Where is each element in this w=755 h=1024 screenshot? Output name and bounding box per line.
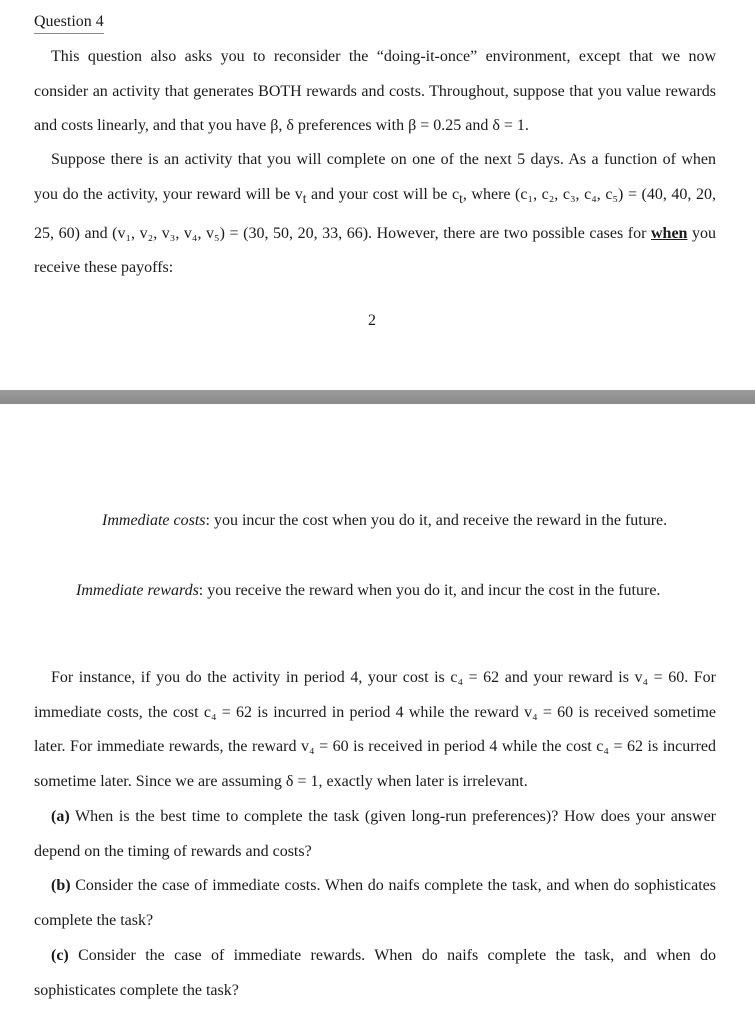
immediate-costs-case xyxy=(76,504,676,539)
part-b xyxy=(34,869,716,938)
setup-tail: , where (c₁, c₂, c₃, c₄, c₅) = (40, 40, 20, 25, 60) and (v₁, v₂, v₃, v₄, v₅) = (30, 50, 20, 33, 66). However, there are two possible cases for xyxy=(34,185,716,242)
immediate-rewards-label: Immediate rewards xyxy=(76,582,199,599)
part-a xyxy=(34,800,716,869)
immediate-costs-label: Immediate costs xyxy=(102,512,206,529)
part-b-label: (b) xyxy=(51,877,71,894)
immediate-costs-text: : you incur the cost when you do it, and receive the reward in the future. xyxy=(205,512,668,529)
page-number: 2 xyxy=(368,312,376,329)
setup-lead: Suppose there is an activity that you will complete on one of the next 5 days. As a function of when you do the activity, your reward will be v xyxy=(34,151,716,203)
page-top xyxy=(0,0,755,390)
part-c xyxy=(34,939,716,1008)
question-title: Question 4 xyxy=(34,13,104,34)
reward-subscript: t xyxy=(302,190,307,206)
part-a-label: (a) xyxy=(51,808,70,825)
immediate-rewards-text: : you receive the reward when you do it, and incur the cost in the future. xyxy=(198,582,661,599)
setup-paragraph xyxy=(34,143,716,286)
part-a-text: When is the best time to complete the task (given long-run preferences)? How does your answer depend on the timing of rewards and costs? xyxy=(34,808,716,860)
cost-subscript: t xyxy=(459,190,463,206)
example-paragraph: For instance, if you do the activity in period 4, your cost is c₄ = 62 and your reward is v₄ = 60. For immediate costs, the cost c₄ = 62 is incurred in period 4 while the reward v₄ = 60 is received sometime later. For immediate rewards, the reward v₄ = 60 is received in period 4 while the cost c₄ = 62 is incurred sometime later. Since we are assuming δ = 1, exactly when later is irrelevant. xyxy=(34,669,716,791)
page-bottom xyxy=(0,404,755,1024)
setup-mid: and your cost will be c xyxy=(306,185,460,203)
part-c-text: Consider the case of immediate rewards. When do naifs complete the task, and when do sophisticates complete the task? xyxy=(34,947,716,999)
setup-end: you receive these payoffs: xyxy=(34,224,717,277)
intro-paragraph: This question also asks you to reconsider the “doing-it-once” environment, except that we now consider an activity that generates BOTH rewards and costs. Throughout, suppose that you value rewards and costs linearly, and that you have β, δ preferences with β = 0.25 and δ = 1. xyxy=(34,48,716,135)
when-emphasis: when xyxy=(650,224,688,242)
part-b-text: Consider the case of immediate costs. When do naifs complete the task, and when do sophisticates complete the task? xyxy=(34,877,716,929)
immediate-rewards-case xyxy=(76,574,676,609)
page-separator xyxy=(0,390,755,405)
part-c-label: (c) xyxy=(51,947,69,964)
